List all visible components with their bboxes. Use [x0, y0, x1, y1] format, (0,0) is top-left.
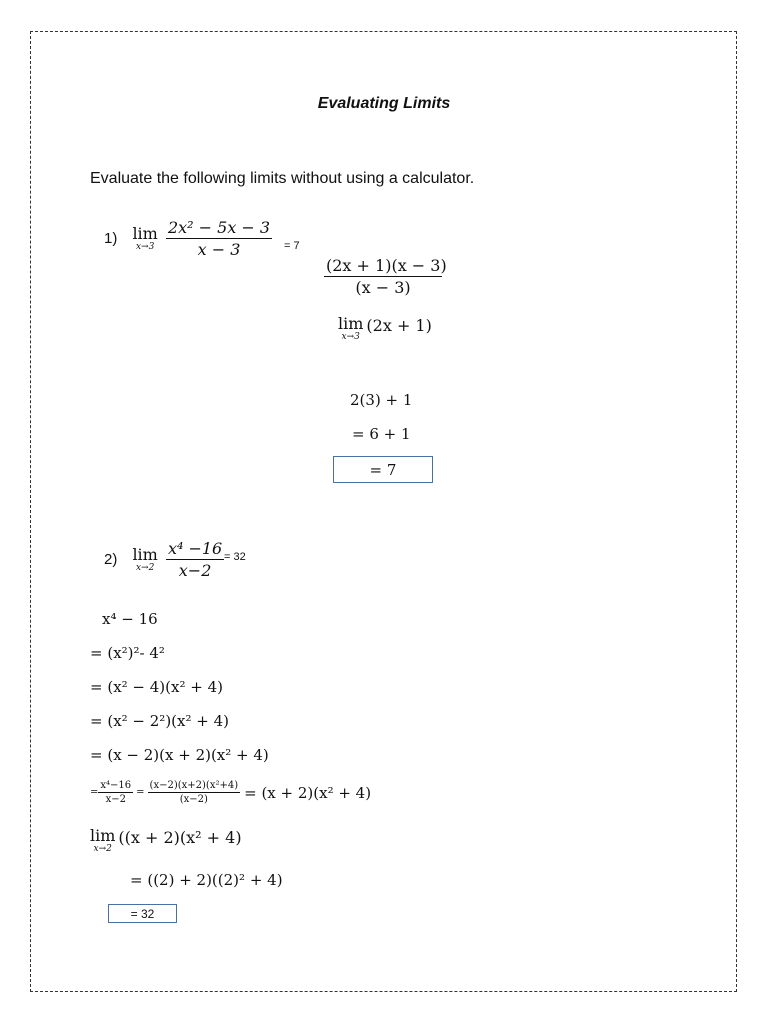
step1-numerator: (2x + 1)(x − 3)	[326, 256, 447, 275]
problem-1-step4: = 6 + 1	[352, 425, 411, 443]
problem-2-answer: = 32	[224, 551, 246, 563]
problem-2-line2: = (x²)²- 4²	[90, 644, 165, 662]
problem-2-line7	[90, 828, 242, 854]
problem-2-numerator: x⁴ −16	[167, 539, 223, 558]
problem-1-final-answer-box: = 7	[333, 456, 433, 483]
problem-2-line4: = (x² − 2²)(x² + 4)	[90, 712, 229, 730]
problem-1-denominator: x − 3	[197, 240, 241, 259]
lim-subscript: x→2	[135, 562, 155, 573]
problem-2-number: 2)	[104, 551, 118, 568]
lim-word: lim	[132, 223, 158, 243]
step2-lim-word: lim	[338, 314, 364, 333]
line6-frac1-denominator: x−2	[105, 794, 126, 805]
problem-1-step3: 2(3) + 1	[350, 391, 413, 409]
line7-expression: ((x + 2)(x² + 4)	[118, 828, 242, 847]
step2-lim-subscript: x→3	[341, 332, 360, 342]
line6-frac1-numerator: x⁴−16	[100, 780, 132, 791]
lim-subscript: x→3	[135, 241, 155, 252]
problem-2-line5: = (x − 2)(x + 2)(x² + 4)	[90, 746, 269, 764]
page-title: Evaluating Limits	[317, 95, 451, 112]
problem-2-statement	[104, 539, 224, 580]
instructions: Evaluate the following limits without using a calculator.	[90, 170, 475, 187]
problem-1-number: 1)	[104, 230, 118, 247]
line7-lim-word: lim	[90, 826, 116, 845]
problem-2-line8: = ((2) + 2)((2)² + 4)	[130, 871, 283, 889]
problem-1-numerator: 2x² − 5x − 3	[167, 218, 271, 237]
problem-1-fraction	[166, 218, 272, 259]
problem-2-line1: x⁴ − 16	[102, 610, 158, 628]
problem-1-statement	[104, 218, 272, 259]
problem-2-line6	[90, 780, 371, 805]
lim-word: lim	[132, 544, 158, 564]
problem-2-denominator: x−2	[178, 561, 212, 580]
problem-1-step1	[324, 256, 447, 297]
problem-2-final-answer-box: = 32	[108, 904, 177, 923]
line6-prefix: =	[90, 787, 99, 798]
problem-1-step2	[338, 316, 432, 342]
line6-frac2-denominator: (x−2)	[179, 794, 208, 805]
line6-result: = (x + 2)(x² + 4)	[244, 783, 372, 802]
problem-2-line3: = (x² − 4)(x² + 4)	[90, 678, 223, 696]
line6-frac2-numerator: (x−2)(x+2)(x²+4)	[149, 780, 239, 791]
problem-1-limit	[132, 223, 158, 252]
step1-denominator: (x − 3)	[355, 278, 411, 297]
problem-1-answer: = 7	[284, 240, 300, 252]
step2-expression: (2x + 1)	[366, 316, 432, 335]
line6-equals: =	[136, 787, 145, 798]
line7-lim-subscript: x→2	[93, 844, 112, 854]
